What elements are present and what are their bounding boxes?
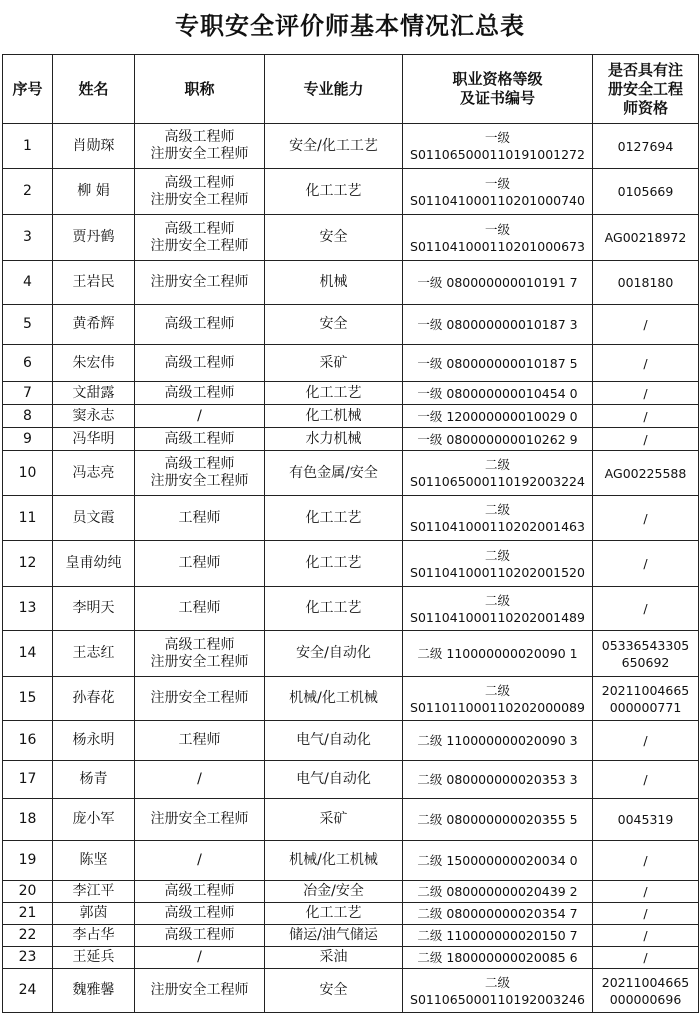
table-row <box>3 428 699 451</box>
certificate-line: S011065000110192003246 <box>410 991 585 1007</box>
job-title-line: / <box>197 407 202 424</box>
person-name: 窦永志 <box>53 405 135 428</box>
certificate <box>403 215 593 261</box>
row-number: 20 <box>3 881 53 903</box>
registration-line: / <box>643 385 648 401</box>
certificate-line: 一级 <box>484 175 510 191</box>
ability: 安全/自动化 <box>265 631 403 677</box>
job-title <box>135 677 265 721</box>
job-title <box>135 428 265 451</box>
certificate <box>403 947 593 969</box>
job-title <box>135 903 265 925</box>
header-reg: 是否具有注 册安全工程 师资格 <box>593 55 699 124</box>
job-title-line: 注册安全工程师 <box>150 653 249 670</box>
certificate-line: S011065000110191001272 <box>410 147 585 162</box>
job-title-line: 高级工程师 <box>164 883 235 899</box>
ability: 机械 <box>265 261 403 305</box>
job-title-line: 高级工程师 <box>164 636 235 653</box>
registration <box>593 761 699 799</box>
person-name: 李江平 <box>53 881 135 903</box>
job-title-line: 高级工程师 <box>164 354 235 371</box>
registration-line: / <box>643 601 648 616</box>
certificate-line: 一级 080000000010454 0 <box>417 385 578 401</box>
job-title-line: 高级工程师 <box>164 456 235 472</box>
row-number: 1 <box>3 124 53 169</box>
job-title-line: 工程师 <box>178 555 221 571</box>
person-name: 朱宏伟 <box>53 345 135 382</box>
person-name: 王岩民 <box>53 261 135 305</box>
header-ability: 专业能力 <box>265 55 403 124</box>
registration-line: 0105669 <box>617 184 674 199</box>
job-title <box>135 799 265 841</box>
job-title <box>135 261 265 305</box>
certificate-line: 一级 <box>484 130 510 145</box>
table-row <box>3 721 699 761</box>
table-row <box>3 169 699 215</box>
certificate-line: 二级 080000000020354 7 <box>417 906 578 921</box>
ability: 采油 <box>265 947 403 969</box>
certificate <box>403 124 593 169</box>
certificate-line: 二级 <box>484 547 510 563</box>
registration <box>593 169 699 215</box>
registration-line: / <box>643 884 648 899</box>
ability: 化工工艺 <box>265 541 403 587</box>
table-row <box>3 541 699 587</box>
person-name: 黄希辉 <box>53 305 135 345</box>
person-name: 魏雅馨 <box>53 969 135 1013</box>
ability: 电气/自动化 <box>265 721 403 761</box>
header-no: 序号 <box>3 55 53 124</box>
job-title <box>135 631 265 677</box>
table-row <box>3 124 699 169</box>
row-number: 23 <box>3 947 53 969</box>
certificate-line: 二级 180000000020085 6 <box>417 950 578 965</box>
ability: 安全 <box>265 305 403 345</box>
registration-line: / <box>643 556 648 571</box>
registration <box>593 799 699 841</box>
table-row <box>3 947 699 969</box>
job-title <box>135 969 265 1013</box>
ability: 储运/油气储运 <box>265 925 403 947</box>
job-title <box>135 761 265 799</box>
certificate <box>403 799 593 841</box>
registration-line: / <box>643 950 648 965</box>
certificate <box>403 925 593 947</box>
row-number: 5 <box>3 305 53 345</box>
registration-line: / <box>643 355 648 371</box>
ability: 安全 <box>265 969 403 1013</box>
certificate <box>403 405 593 428</box>
row-number: 10 <box>3 451 53 496</box>
row-number: 16 <box>3 721 53 761</box>
table-row <box>3 587 699 631</box>
certificate-line: 二级 110000000020090 1 <box>417 646 578 661</box>
registration <box>593 345 699 382</box>
table-row <box>3 761 699 799</box>
row-number: 18 <box>3 799 53 841</box>
job-title-line: 高级工程师 <box>164 430 235 447</box>
registration <box>593 215 699 261</box>
job-title-line: 注册安全工程师 <box>150 191 249 208</box>
person-name: 员文霞 <box>53 496 135 541</box>
table-row <box>3 799 699 841</box>
certificate-line: 二级 <box>484 502 510 517</box>
person-name: 皇甫幼纯 <box>53 541 135 587</box>
table-row <box>3 841 699 881</box>
page-title: 专职安全评价师基本情况汇总表 <box>175 11 525 40</box>
job-title <box>135 721 265 761</box>
person-name: 陈坚 <box>53 841 135 881</box>
person-name: 文甜露 <box>53 382 135 405</box>
registration-line: 0045319 <box>617 812 674 827</box>
ability: 机械/化工机械 <box>265 841 403 881</box>
registration <box>593 305 699 345</box>
job-title-line: 高级工程师 <box>164 905 235 921</box>
certificate <box>403 169 593 215</box>
certificate <box>403 841 593 881</box>
row-number: 2 <box>3 169 53 215</box>
job-title <box>135 169 265 215</box>
row-number: 3 <box>3 215 53 261</box>
ability: 安全/化工工艺 <box>265 124 403 169</box>
certificate <box>403 261 593 305</box>
registration-line: 650692 <box>621 654 670 670</box>
ability: 化工工艺 <box>265 903 403 925</box>
table-row <box>3 881 699 903</box>
certificate <box>403 587 593 631</box>
person-name: 杨永明 <box>53 721 135 761</box>
job-title-line: 注册安全工程师 <box>150 811 249 827</box>
certificate <box>403 903 593 925</box>
registration-line: / <box>643 853 648 868</box>
registration-line: 0018180 <box>617 275 674 290</box>
job-title <box>135 541 265 587</box>
person-name: 庞小军 <box>53 799 135 841</box>
row-number: 11 <box>3 496 53 541</box>
certificate-line: 二级 080000000020439 2 <box>417 884 578 899</box>
registration <box>593 587 699 631</box>
job-title-line: 高级工程师 <box>164 316 235 332</box>
job-title-line: / <box>197 771 202 787</box>
job-title <box>135 881 265 903</box>
certificate <box>403 631 593 677</box>
registration <box>593 969 699 1013</box>
person-name: 柳 娟 <box>53 169 135 215</box>
table-row <box>3 215 699 261</box>
ability: 化工工艺 <box>265 587 403 631</box>
ability: 电气/自动化 <box>265 761 403 799</box>
registration-line: / <box>643 431 648 447</box>
job-title <box>135 345 265 382</box>
registration-line: / <box>643 772 648 787</box>
certificate-line: 二级 <box>484 974 510 990</box>
certificate-line: 一级 080000000010187 5 <box>417 355 578 371</box>
row-number: 17 <box>3 761 53 799</box>
job-title <box>135 451 265 496</box>
registration-line: / <box>643 733 648 748</box>
certificate-line: 一级 080000000010187 3 <box>417 317 578 332</box>
job-title-line: 注册安全工程师 <box>150 690 249 706</box>
row-number: 6 <box>3 345 53 382</box>
table-row <box>3 925 699 947</box>
row-number: 8 <box>3 405 53 428</box>
registration <box>593 677 699 721</box>
registration-line: 05336543305 <box>601 637 690 653</box>
certificate-line: 二级 110000000020090 3 <box>417 733 578 748</box>
certificate-line: S011065000110192003224 <box>410 474 585 489</box>
certificate-line: S011041000110201000740 <box>410 192 585 208</box>
person-name: 李明天 <box>53 587 135 631</box>
certificate-line: 二级 150000000020034 0 <box>417 853 578 868</box>
registration <box>593 405 699 428</box>
table-row <box>3 405 699 428</box>
job-title-line: / <box>197 949 202 965</box>
registration <box>593 496 699 541</box>
person-name: 贾丹鹤 <box>53 215 135 261</box>
job-title-line: 注册安全工程师 <box>150 982 249 998</box>
certificate <box>403 428 593 451</box>
person-name: 孙春花 <box>53 677 135 721</box>
person-name: 李占华 <box>53 925 135 947</box>
registration <box>593 631 699 677</box>
table-row <box>3 261 699 305</box>
certificate-line: S011041000110202001520 <box>410 564 585 580</box>
ability: 化工机械 <box>265 405 403 428</box>
certificate-line: S011041000110201000673 <box>410 238 585 254</box>
ability: 采矿 <box>265 799 403 841</box>
row-number: 19 <box>3 841 53 881</box>
job-title-line: 工程师 <box>178 600 221 616</box>
registration-line: / <box>643 906 648 921</box>
certificate <box>403 761 593 799</box>
certificate-line: S011041000110202001463 <box>410 519 585 534</box>
certificate-line: 二级 080000000020353 3 <box>417 772 578 787</box>
certificate <box>403 969 593 1013</box>
job-title <box>135 405 265 428</box>
person-name: 肖勋琛 <box>53 124 135 169</box>
certificate <box>403 451 593 496</box>
row-number: 12 <box>3 541 53 587</box>
registration <box>593 451 699 496</box>
table-row <box>3 305 699 345</box>
job-title-line: 注册安全工程师 <box>150 473 249 489</box>
ability: 化工工艺 <box>265 169 403 215</box>
registration <box>593 925 699 947</box>
person-name: 冯华明 <box>53 428 135 451</box>
registration-line: / <box>643 317 648 332</box>
job-title-line: 高级工程师 <box>164 220 235 237</box>
registration-line: / <box>643 408 648 424</box>
job-title <box>135 382 265 405</box>
header-row <box>3 55 699 124</box>
ability: 机械/化工机械 <box>265 677 403 721</box>
certificate <box>403 496 593 541</box>
ability: 采矿 <box>265 345 403 382</box>
certificate <box>403 305 593 345</box>
job-title-line: 工程师 <box>178 509 221 526</box>
registration <box>593 382 699 405</box>
registration <box>593 261 699 305</box>
table-row <box>3 451 699 496</box>
header-title: 职称 <box>135 55 265 124</box>
certificate-line: 二级 <box>484 682 510 698</box>
job-title-line: 注册安全工程师 <box>150 237 249 254</box>
registration <box>593 721 699 761</box>
person-name: 冯志亮 <box>53 451 135 496</box>
registration-line: 000000696 <box>609 991 682 1007</box>
registration-line: 000000771 <box>609 699 682 715</box>
ability: 冶金/安全 <box>265 881 403 903</box>
certificate <box>403 677 593 721</box>
table-row <box>3 677 699 721</box>
person-name: 王延兵 <box>53 947 135 969</box>
table-row <box>3 496 699 541</box>
certificate <box>403 881 593 903</box>
row-number: 4 <box>3 261 53 305</box>
certificate-line: S011041000110202001489 <box>410 609 585 625</box>
row-number: 7 <box>3 382 53 405</box>
registration <box>593 124 699 169</box>
table-row <box>3 631 699 677</box>
certificate-line: 二级 110000000020150 7 <box>417 928 578 943</box>
certificate-line: 二级 <box>484 592 510 608</box>
registration <box>593 947 699 969</box>
job-title <box>135 947 265 969</box>
row-number: 14 <box>3 631 53 677</box>
table-row <box>3 903 699 925</box>
registration <box>593 428 699 451</box>
row-number: 15 <box>3 677 53 721</box>
registration <box>593 841 699 881</box>
job-title-line: 高级工程师 <box>164 129 235 145</box>
job-title-line: 注册安全工程师 <box>150 274 249 290</box>
job-title <box>135 496 265 541</box>
job-title <box>135 587 265 631</box>
job-title <box>135 841 265 881</box>
job-title-line: 高级工程师 <box>164 384 235 401</box>
table-row <box>3 969 699 1013</box>
ability: 化工工艺 <box>265 496 403 541</box>
ability: 水力机械 <box>265 428 403 451</box>
certificate <box>403 721 593 761</box>
certificate <box>403 541 593 587</box>
certificate <box>403 382 593 405</box>
ability: 有色金属/安全 <box>265 451 403 496</box>
job-title <box>135 215 265 261</box>
row-number: 9 <box>3 428 53 451</box>
table-body <box>3 124 699 1013</box>
table-row <box>3 382 699 405</box>
job-title <box>135 925 265 947</box>
registration <box>593 903 699 925</box>
registration-line: 20211004665 <box>601 974 690 990</box>
row-number: 13 <box>3 587 53 631</box>
job-title-line: / <box>197 852 202 868</box>
evaluator-table <box>2 54 699 1013</box>
person-name: 郭茵 <box>53 903 135 925</box>
registration-line: 0127694 <box>617 138 674 154</box>
certificate-line: 一级 120000000010029 0 <box>417 408 578 424</box>
person-name: 王志红 <box>53 631 135 677</box>
table-row <box>3 345 699 382</box>
certificate-line: S011011000110202000089 <box>410 699 585 715</box>
registration-line: AG00218972 <box>604 230 687 245</box>
registration-line: AG00225588 <box>604 465 687 481</box>
certificate-line: 二级 080000000020355 5 <box>417 812 578 827</box>
header-cert: 职业资格等级 及证书编号 <box>403 55 593 124</box>
header-name: 姓名 <box>53 55 135 124</box>
certificate <box>403 345 593 382</box>
person-name: 杨青 <box>53 761 135 799</box>
ability: 化工工艺 <box>265 382 403 405</box>
row-number: 21 <box>3 903 53 925</box>
registration <box>593 881 699 903</box>
job-title-line: 高级工程师 <box>164 174 235 191</box>
job-title <box>135 124 265 169</box>
row-number: 24 <box>3 969 53 1013</box>
registration-line: 20211004665 <box>601 682 690 698</box>
job-title-line: 高级工程师 <box>164 927 235 943</box>
job-title <box>135 305 265 345</box>
row-number: 22 <box>3 925 53 947</box>
registration-line: / <box>643 928 648 943</box>
job-title-line: 注册安全工程师 <box>150 146 249 162</box>
certificate-line: 一级 <box>484 221 510 237</box>
registration <box>593 541 699 587</box>
ability: 安全 <box>265 215 403 261</box>
certificate-line: 一级 080000000010262 9 <box>417 431 578 447</box>
certificate-line: 二级 <box>484 457 510 472</box>
certificate-line: 一级 080000000010191 7 <box>417 275 578 290</box>
job-title-line: 工程师 <box>178 732 221 748</box>
registration-line: / <box>643 510 648 526</box>
